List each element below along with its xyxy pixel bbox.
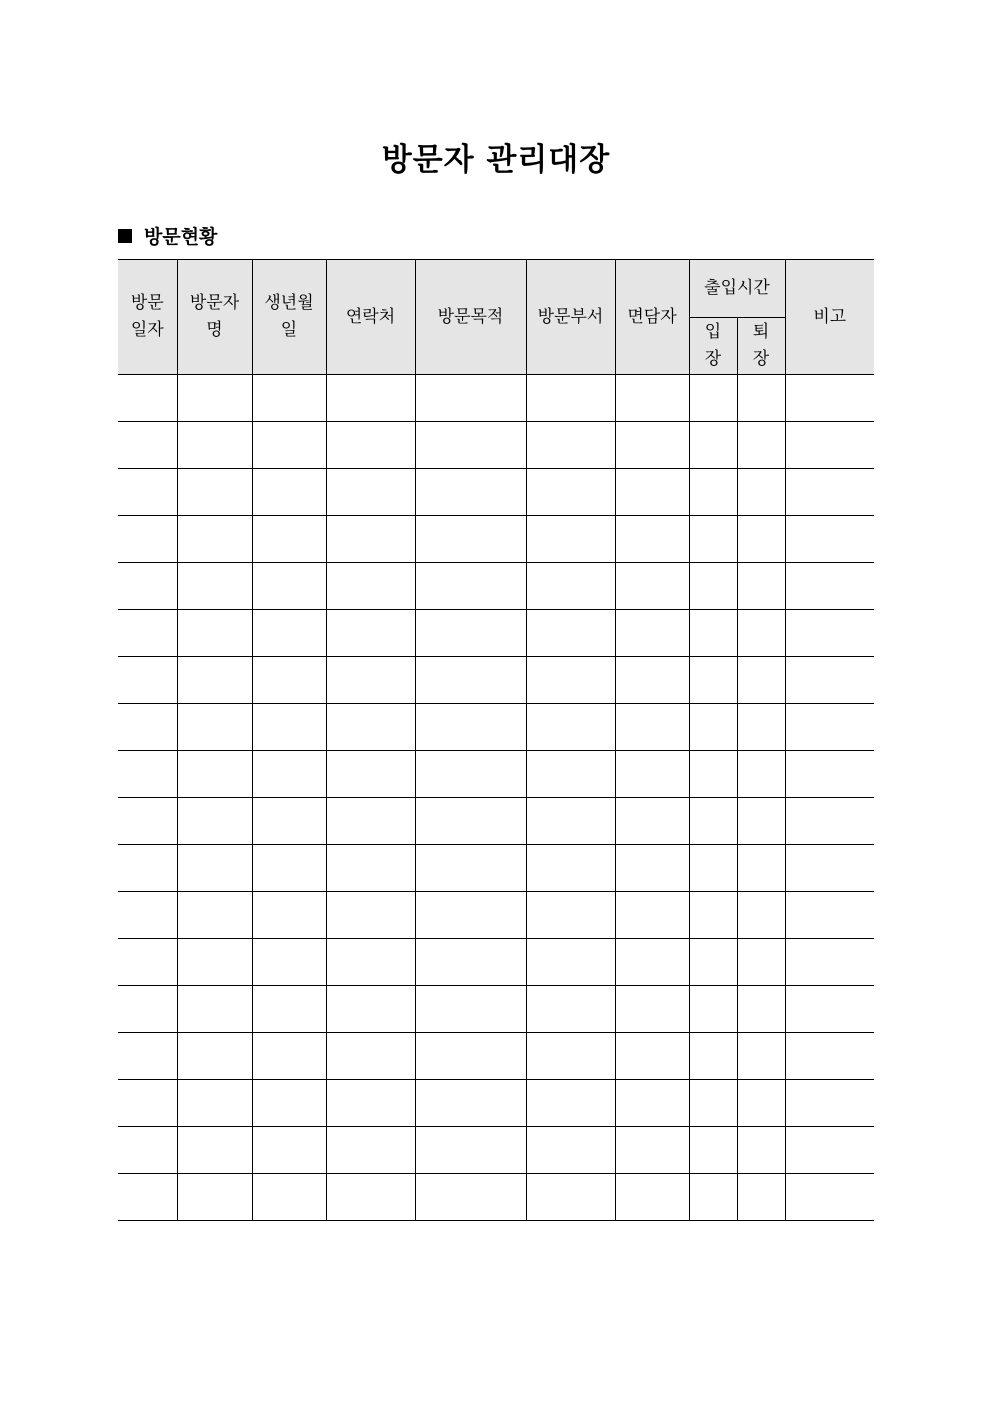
cell-exit-time[interactable] <box>737 422 785 469</box>
cell-interviewer[interactable] <box>615 657 689 704</box>
cell-entry-time[interactable] <box>689 657 737 704</box>
cell-purpose[interactable] <box>415 704 526 751</box>
cell-department[interactable] <box>526 1080 615 1127</box>
cell-visit-date[interactable] <box>118 1174 177 1221</box>
cell-department[interactable] <box>526 469 615 516</box>
cell-interviewer[interactable] <box>615 610 689 657</box>
cell-exit-time[interactable] <box>737 751 785 798</box>
cell-interviewer[interactable] <box>615 986 689 1033</box>
cell-birth-date[interactable] <box>252 939 326 986</box>
cell-interviewer[interactable] <box>615 845 689 892</box>
square-bullet-icon <box>118 229 132 243</box>
cell-remarks[interactable] <box>785 1033 874 1080</box>
cell-contact[interactable] <box>326 1174 415 1221</box>
cell-exit-time[interactable] <box>737 798 785 845</box>
cell-entry-time[interactable] <box>689 1127 737 1174</box>
cell-birth-date[interactable] <box>252 610 326 657</box>
cell-entry-time[interactable] <box>689 1174 737 1221</box>
cell-remarks[interactable] <box>785 892 874 939</box>
cell-birth-date[interactable] <box>252 1127 326 1174</box>
cell-exit-time[interactable] <box>737 610 785 657</box>
cell-entry-time[interactable] <box>689 422 737 469</box>
cell-remarks[interactable] <box>785 563 874 610</box>
cell-visit-date[interactable] <box>118 563 177 610</box>
cell-entry-time[interactable] <box>689 1080 737 1127</box>
cell-exit-time[interactable] <box>737 563 785 610</box>
cell-visitor-name[interactable] <box>177 1080 252 1127</box>
cell-visit-date[interactable] <box>118 1127 177 1174</box>
cell-visit-date[interactable] <box>118 798 177 845</box>
cell-department[interactable] <box>526 516 615 563</box>
cell-visit-date[interactable] <box>118 704 177 751</box>
table-row <box>118 469 874 516</box>
cell-visitor-name[interactable] <box>177 1174 252 1221</box>
cell-interviewer[interactable] <box>615 563 689 610</box>
cell-contact[interactable] <box>326 704 415 751</box>
cell-exit-time[interactable] <box>737 892 785 939</box>
table-row <box>118 1080 874 1127</box>
cell-entry-time[interactable] <box>689 751 737 798</box>
cell-entry-time[interactable] <box>689 516 737 563</box>
cell-interviewer[interactable] <box>615 1127 689 1174</box>
cell-interviewer[interactable] <box>615 939 689 986</box>
header-department: 방문부서 <box>526 260 615 375</box>
cell-interviewer[interactable] <box>615 422 689 469</box>
cell-visitor-name[interactable] <box>177 469 252 516</box>
cell-department[interactable] <box>526 892 615 939</box>
cell-contact[interactable] <box>326 892 415 939</box>
cell-department[interactable] <box>526 704 615 751</box>
table-row <box>118 1033 874 1080</box>
cell-birth-date[interactable] <box>252 986 326 1033</box>
cell-contact[interactable] <box>326 563 415 610</box>
table-row <box>118 563 874 610</box>
table-row <box>118 1127 874 1174</box>
cell-department[interactable] <box>526 375 615 422</box>
cell-interviewer[interactable] <box>615 375 689 422</box>
cell-contact[interactable] <box>326 1033 415 1080</box>
cell-birth-date[interactable] <box>252 1033 326 1080</box>
table-row <box>118 845 874 892</box>
cell-exit-time[interactable] <box>737 845 785 892</box>
cell-purpose[interactable] <box>415 563 526 610</box>
header-visit-date: 방문 일자 <box>118 260 177 375</box>
cell-remarks[interactable] <box>785 986 874 1033</box>
cell-purpose[interactable] <box>415 845 526 892</box>
header-contact: 연락처 <box>326 260 415 375</box>
cell-visitor-name[interactable] <box>177 704 252 751</box>
cell-birth-date[interactable] <box>252 892 326 939</box>
cell-visit-date[interactable] <box>118 610 177 657</box>
cell-department[interactable] <box>526 422 615 469</box>
cell-purpose[interactable] <box>415 422 526 469</box>
cell-birth-date[interactable] <box>252 1080 326 1127</box>
cell-purpose[interactable] <box>415 516 526 563</box>
cell-department[interactable] <box>526 563 615 610</box>
cell-purpose[interactable] <box>415 1174 526 1221</box>
header-birth-date: 생년월 일 <box>252 260 326 375</box>
cell-purpose[interactable] <box>415 657 526 704</box>
cell-exit-time[interactable] <box>737 469 785 516</box>
cell-department[interactable] <box>526 986 615 1033</box>
header-visitor-name: 방문자 명 <box>177 260 252 375</box>
cell-department[interactable] <box>526 1174 615 1221</box>
cell-exit-time[interactable] <box>737 1174 785 1221</box>
cell-interviewer[interactable] <box>615 704 689 751</box>
cell-exit-time[interactable] <box>737 516 785 563</box>
cell-visitor-name[interactable] <box>177 563 252 610</box>
cell-exit-time[interactable] <box>737 375 785 422</box>
cell-exit-time[interactable] <box>737 986 785 1033</box>
cell-visit-date[interactable] <box>118 469 177 516</box>
cell-birth-date[interactable] <box>252 704 326 751</box>
cell-department[interactable] <box>526 798 615 845</box>
cell-department[interactable] <box>526 845 615 892</box>
cell-birth-date[interactable] <box>252 1174 326 1221</box>
table-row <box>118 657 874 704</box>
cell-birth-date[interactable] <box>252 469 326 516</box>
cell-remarks[interactable] <box>785 845 874 892</box>
cell-birth-date[interactable] <box>252 798 326 845</box>
cell-contact[interactable] <box>326 798 415 845</box>
cell-interviewer[interactable] <box>615 892 689 939</box>
cell-visit-date[interactable] <box>118 516 177 563</box>
cell-contact[interactable] <box>326 610 415 657</box>
table-row <box>118 516 874 563</box>
section-title: 방문현황 <box>144 226 218 248</box>
cell-entry-time[interactable] <box>689 845 737 892</box>
cell-department[interactable] <box>526 610 615 657</box>
cell-birth-date[interactable] <box>252 751 326 798</box>
cell-department[interactable] <box>526 939 615 986</box>
cell-contact[interactable] <box>326 469 415 516</box>
cell-visitor-name[interactable] <box>177 1127 252 1174</box>
cell-remarks[interactable] <box>785 704 874 751</box>
cell-exit-time[interactable] <box>737 657 785 704</box>
cell-exit-time[interactable] <box>737 939 785 986</box>
cell-remarks[interactable] <box>785 1127 874 1174</box>
cell-visitor-name[interactable] <box>177 892 252 939</box>
cell-contact[interactable] <box>326 751 415 798</box>
cell-interviewer[interactable] <box>615 751 689 798</box>
cell-remarks[interactable] <box>785 751 874 798</box>
table-row <box>118 892 874 939</box>
cell-remarks[interactable] <box>785 610 874 657</box>
header-interviewer: 면담자 <box>615 260 689 375</box>
header-row <box>118 260 874 318</box>
cell-purpose[interactable] <box>415 1033 526 1080</box>
cell-visitor-name[interactable] <box>177 375 252 422</box>
cell-visit-date[interactable] <box>118 422 177 469</box>
table-row <box>118 751 874 798</box>
cell-birth-date[interactable] <box>252 422 326 469</box>
cell-visit-date[interactable] <box>118 1080 177 1127</box>
cell-interviewer[interactable] <box>615 469 689 516</box>
cell-entry-time[interactable] <box>689 610 737 657</box>
cell-purpose[interactable] <box>415 986 526 1033</box>
table-body <box>118 375 874 1221</box>
cell-purpose[interactable] <box>415 375 526 422</box>
cell-interviewer[interactable] <box>615 516 689 563</box>
cell-exit-time[interactable] <box>737 1080 785 1127</box>
cell-remarks[interactable] <box>785 798 874 845</box>
cell-entry-time[interactable] <box>689 704 737 751</box>
cell-visitor-name[interactable] <box>177 939 252 986</box>
cell-birth-date[interactable] <box>252 563 326 610</box>
header-purpose: 방문목적 <box>415 260 526 375</box>
header-access-time: 출입시간 <box>689 260 785 318</box>
cell-entry-time[interactable] <box>689 798 737 845</box>
cell-contact[interactable] <box>326 422 415 469</box>
cell-visitor-name[interactable] <box>177 751 252 798</box>
document-title: 방문자 관리대장 <box>381 142 611 178</box>
cell-contact[interactable] <box>326 1127 415 1174</box>
table-row <box>118 704 874 751</box>
cell-department[interactable] <box>526 1127 615 1174</box>
cell-department[interactable] <box>526 657 615 704</box>
header-exit: 퇴 장 <box>737 318 785 375</box>
cell-visit-date[interactable] <box>118 375 177 422</box>
cell-remarks[interactable] <box>785 657 874 704</box>
cell-entry-time[interactable] <box>689 892 737 939</box>
cell-visitor-name[interactable] <box>177 422 252 469</box>
visitor-ledger-table <box>118 259 874 1221</box>
header-remarks: 비고 <box>785 260 874 375</box>
section-heading <box>118 222 217 249</box>
cell-visitor-name[interactable] <box>177 986 252 1033</box>
cell-birth-date[interactable] <box>252 375 326 422</box>
cell-entry-time[interactable] <box>689 375 737 422</box>
cell-contact[interactable] <box>326 939 415 986</box>
cell-visitor-name[interactable] <box>177 798 252 845</box>
cell-remarks[interactable] <box>785 422 874 469</box>
cell-contact[interactable] <box>326 375 415 422</box>
cell-purpose[interactable] <box>415 610 526 657</box>
cell-visit-date[interactable] <box>118 845 177 892</box>
table-row <box>118 798 874 845</box>
cell-visit-date[interactable] <box>118 1033 177 1080</box>
table-row <box>118 375 874 422</box>
cell-entry-time[interactable] <box>689 986 737 1033</box>
cell-visitor-name[interactable] <box>177 1033 252 1080</box>
cell-contact[interactable] <box>326 986 415 1033</box>
cell-contact[interactable] <box>326 516 415 563</box>
cell-contact[interactable] <box>326 845 415 892</box>
cell-remarks[interactable] <box>785 516 874 563</box>
cell-department[interactable] <box>526 1033 615 1080</box>
cell-visitor-name[interactable] <box>177 516 252 563</box>
cell-visit-date[interactable] <box>118 892 177 939</box>
cell-purpose[interactable] <box>415 469 526 516</box>
cell-visit-date[interactable] <box>118 657 177 704</box>
cell-exit-time[interactable] <box>737 704 785 751</box>
cell-remarks[interactable] <box>785 375 874 422</box>
cell-interviewer[interactable] <box>615 1080 689 1127</box>
cell-purpose[interactable] <box>415 798 526 845</box>
cell-visitor-name[interactable] <box>177 610 252 657</box>
cell-entry-time[interactable] <box>689 939 737 986</box>
cell-birth-date[interactable] <box>252 516 326 563</box>
cell-visit-date[interactable] <box>118 986 177 1033</box>
cell-exit-time[interactable] <box>737 1033 785 1080</box>
cell-visitor-name[interactable] <box>177 657 252 704</box>
cell-purpose[interactable] <box>415 939 526 986</box>
table-row <box>118 610 874 657</box>
cell-purpose[interactable] <box>415 1080 526 1127</box>
cell-purpose[interactable] <box>415 751 526 798</box>
cell-interviewer[interactable] <box>615 1174 689 1221</box>
cell-entry-time[interactable] <box>689 469 737 516</box>
cell-entry-time[interactable] <box>689 563 737 610</box>
cell-interviewer[interactable] <box>615 1033 689 1080</box>
cell-purpose[interactable] <box>415 1127 526 1174</box>
cell-remarks[interactable] <box>785 1080 874 1127</box>
cell-remarks[interactable] <box>785 939 874 986</box>
table-row <box>118 1174 874 1221</box>
cell-contact[interactable] <box>326 1080 415 1127</box>
cell-remarks[interactable] <box>785 1174 874 1221</box>
cell-purpose[interactable] <box>415 892 526 939</box>
cell-interviewer[interactable] <box>615 798 689 845</box>
cell-visit-date[interactable] <box>118 939 177 986</box>
cell-exit-time[interactable] <box>737 1127 785 1174</box>
header-entry: 입 장 <box>689 318 737 375</box>
cell-contact[interactable] <box>326 657 415 704</box>
cell-remarks[interactable] <box>785 469 874 516</box>
table-row <box>118 986 874 1033</box>
cell-birth-date[interactable] <box>252 845 326 892</box>
cell-entry-time[interactable] <box>689 1033 737 1080</box>
cell-birth-date[interactable] <box>252 657 326 704</box>
cell-visit-date[interactable] <box>118 751 177 798</box>
cell-department[interactable] <box>526 751 615 798</box>
table-row <box>118 939 874 986</box>
table-row <box>118 422 874 469</box>
cell-visitor-name[interactable] <box>177 845 252 892</box>
